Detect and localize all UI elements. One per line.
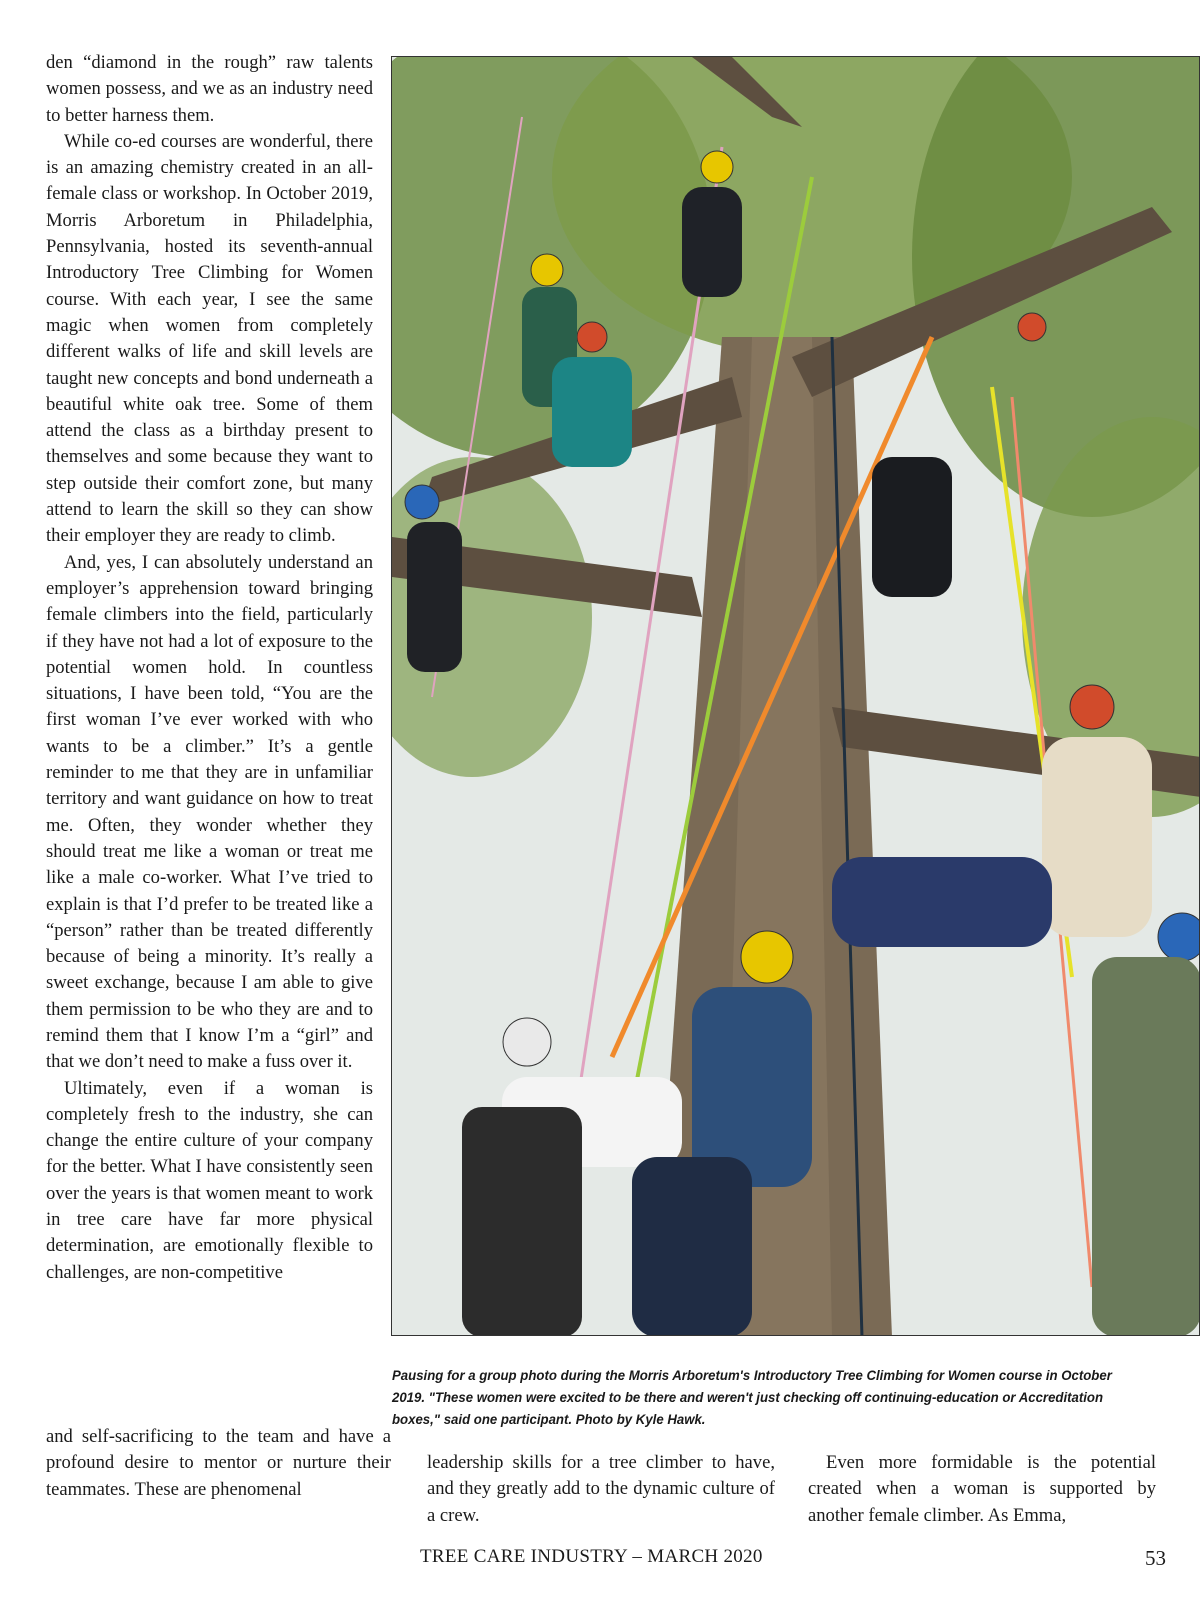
paragraph: den “diamond in the rough” raw talents women possess, and we as an industry need to better harness them. bbox=[46, 52, 373, 126]
paragraph: leadership skills for a tree climber to have, and they greatly add to the dynamic culture of a crew. bbox=[427, 1452, 775, 1526]
article-right-column bbox=[808, 1450, 1156, 1529]
paragraph: and self-sacrificing to the team and have a profound desire to mentor or nurture their teammates. These are phenomenal bbox=[46, 1426, 391, 1500]
page-number: 53 bbox=[1145, 1546, 1166, 1570]
tree-climbers-image bbox=[392, 57, 1200, 1336]
article-left-column-continued bbox=[46, 1424, 391, 1503]
photo-caption: Pausing for a group photo during the Morris Arboretum's Introductory Tree Climbing for Women course in October 2019. "These women were excited to be there and weren't just checking off continuing-education or Accreditation boxes," said one participant. Photo by Kyle Hawk. bbox=[392, 1368, 1112, 1428]
article-middle-column bbox=[427, 1450, 775, 1529]
paragraph: While co-ed courses are wonderful, there is an amazing chemistry created in an all-female class or workshop. In October 2019, Morris Arboretum in Philadelphia, Pennsylvania, hosted its seventh-annual Introductory Tree Climbing for Women course. With each year, I see the same magic when women from completely different walks of life and skill levels are taught new concepts and bond underneath a beautiful white oak tree. Some of them attend the class as a birthday present to themselves and some because they want to step outside their comfort zone, but many attend to learn the skill so they can show their employer they are ready to climb. bbox=[46, 130, 373, 547]
article-left-column bbox=[46, 50, 373, 1286]
paragraph: And, yes, I can absolutely understand an employer’s apprehension toward bringing female climbers into the field, particularly if they have not had a lot of exposure to the potential women hold. In countless situations, I have been told, “You are the first woman I’ve ever worked with who wants to be a climber.” It’s a gentle reminder to me that they are in unfamiliar territory and want guidance on how to treat me. Often, they wonder whether they should treat me like a woman or treat me like a male co-worker. What I’ve tried to explain is that I’d prefer to be treated like a “person” rather than be treated differently because of being a minority. It’s really a sweet exchange, because I am able to give them permission to be who they are and to remind them that I know I’m a “girl” and that we don’t need to make a fuss over it. bbox=[46, 551, 373, 1073]
publication-footer: TREE CARE INDUSTRY – MARCH 2020 bbox=[420, 1546, 763, 1567]
paragraph: Ultimately, even if a woman is completely fresh to the industry, she can change the entire culture of your company for the better. What I have consistently seen over the years is that women meant to work in tree care have far more physical determination, are emotionally flexible to challenges, are non-competitive bbox=[46, 1077, 373, 1283]
group-photo bbox=[391, 56, 1200, 1336]
paragraph: Even more formidable is the potential created when a woman is supported by another female climber. As Emma, bbox=[808, 1452, 1156, 1526]
